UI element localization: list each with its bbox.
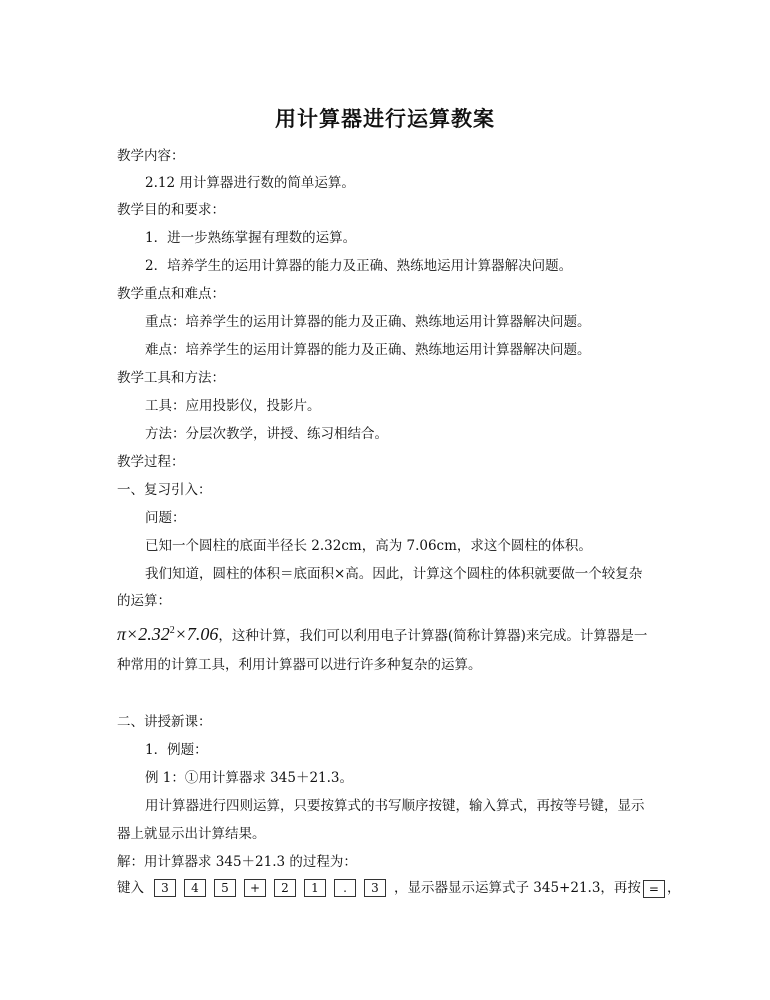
section-heading-content: 教学内容： — [117, 148, 185, 164]
goal-item-1: 1．进一步熟练掌握有理数的运算。 — [145, 230, 357, 246]
paragraph-line: 我们知道，圆柱的体积＝底面积×高。因此，计算这个圆柱的体积就要做一个较复杂 — [145, 566, 643, 582]
key-suffix: ， — [666, 880, 681, 896]
key-prefix: 键入 — [117, 880, 144, 896]
key-3: 3 — [154, 879, 176, 897]
example-1: 例 1：①用计算器求 345＋21.3。 — [145, 770, 353, 786]
section-heading-tools: 教学工具和方法： — [117, 370, 225, 386]
paragraph-line: 器上就显示出计算结果。 — [117, 826, 266, 842]
section-heading-process: 教学过程： — [117, 454, 185, 470]
key-plus: + — [244, 879, 266, 897]
document-title: 用计算器进行运算教案 — [275, 106, 495, 131]
question-text: 已知一个圆柱的底面半径长 2.32cm，高为 7.06cm，求这个圆柱的体积。 — [145, 538, 592, 554]
key-dot: . — [334, 879, 356, 897]
key-equals: = — [643, 880, 665, 898]
key-middle-text: ，显示器显示运算式子 345+21.3，再按 — [394, 880, 641, 896]
key-2: 2 — [274, 879, 296, 897]
example-heading: 1．例题： — [145, 742, 208, 758]
formula-description: ，这种计算，我们可以利用电子计算器(简称计算器)来完成。计算器是一 — [218, 628, 648, 644]
difficult-point-text: 难点：培养学生的运用计算器的能力及正确、熟练地运用计算器解决问题。 — [145, 342, 591, 358]
question-label: 问题： — [145, 510, 186, 526]
part-heading-review: 一、复习引入： — [117, 482, 212, 498]
content-text: 2.12 用计算器进行数的简单运算。 — [145, 175, 355, 191]
key-5: 5 — [214, 879, 236, 897]
paragraph-line: 种常用的计算工具，利用计算器可以进行许多种复杂的运算。 — [117, 657, 482, 673]
formula-line — [117, 622, 647, 645]
section-heading-goals: 教学目的和要求： — [117, 202, 225, 218]
methods-text: 方法：分层次教学，讲授、练习相结合。 — [145, 426, 388, 442]
math-formula: $\pi\times 2.32^2\times 7.06$ — [117, 624, 219, 644]
key-4: 4 — [184, 879, 206, 897]
key-3: 3 — [364, 879, 386, 897]
key-1: 1 — [304, 879, 326, 897]
part-heading-new-lesson: 二、讲授新课： — [117, 714, 212, 730]
paragraph-line: 的运算： — [117, 593, 171, 609]
key-sequence-line — [117, 879, 680, 898]
tools-text: 工具：应用投影仪，投影片。 — [145, 398, 321, 414]
section-heading-key-points: 教学重点和难点： — [117, 286, 225, 302]
goal-item-2: 2．培养学生的运用计算器的能力及正确、熟练地运用计算器解决问题。 — [145, 258, 573, 274]
key-point-text: 重点：培养学生的运用计算器的能力及正确、熟练地运用计算器解决问题。 — [145, 314, 591, 330]
paragraph-line: 用计算器进行四则运算，只要按算式的书写顺序按键，输入算式，再按等号键，显示 — [145, 798, 645, 814]
key-sequence — [154, 879, 394, 897]
solution-line: 解：用计算器求 345＋21.3 的过程为： — [117, 854, 357, 870]
